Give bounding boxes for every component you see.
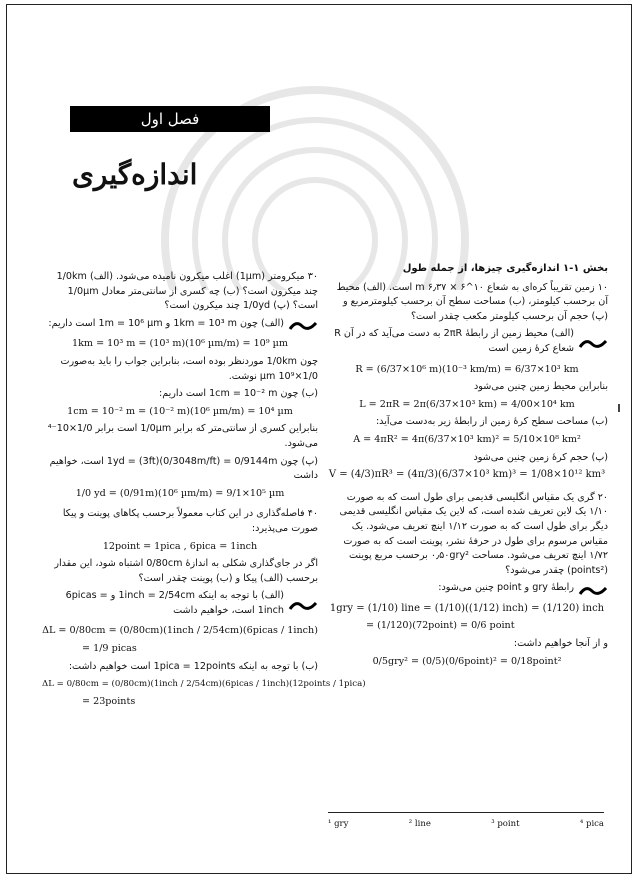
solution-row	[42, 317, 318, 335]
formula: = 1/9 picas	[82, 643, 137, 655]
formula: ΔL = 0/80cm = (0/80cm)(1inch / 2/54cm)(6picas / 1inch)	[42, 625, 318, 637]
problem-4-solution-a: (الف) با توجه به اینکه 1inch = 2/54cm و 6picas = 1inch است، خواهیم داشت	[65, 590, 284, 616]
solution-row	[326, 581, 608, 599]
footnote: ⁴ pica	[579, 819, 604, 829]
paragraph: و از آنجا خواهیم داشت:	[513, 638, 608, 650]
paragraph: (ب) مساحت سطح کرهٔ زمین از رابطهٔ زیر به‌دست می‌آید:	[375, 416, 608, 428]
paragraph: اگر در جای‌گذاری شکلی به اندازهٔ 0/80cm اشتباه شود، این مقدار برحسب (الف) پیکا و (ب) پوینت چقدر است؟	[54, 558, 318, 584]
paragraph: (ب) چون 1cm = 10⁻² m است داریم:	[158, 388, 318, 400]
paragraph: (ب) با توجه به اینکه 1pica = 12points است خواهیم داشت:	[68, 660, 318, 672]
formula: 12point = 1pica , 6pica = 1inch	[102, 540, 258, 552]
watermark-emblem	[150, 50, 480, 290]
formula: A = 4πR² = 4π(6/37×10³ km)² = 5/10×10⁸ km²	[353, 433, 581, 445]
margin-mark	[618, 404, 620, 412]
solution-icon	[288, 319, 318, 332]
solution-icon	[288, 599, 318, 612]
right-column	[326, 262, 608, 672]
chapter-title: اندازه‌گیری	[72, 158, 198, 191]
formula: 1km = 10³ m = (10³ m)(10⁶ µm/m) = 10⁹ µm	[72, 338, 288, 350]
paragraph: (پ) چون 1yd = (3ft)(0/3048m/ft) = 0/9144m است، خواهیم داشت	[49, 455, 318, 482]
problem-4-text: ۴۰ فاصله‌گذاری در این کتاب معمولاً برحسب پکاهای پوینت و پیکا صورت می‌پذیرد:	[62, 508, 318, 534]
formula: V = (4/3)πR³ = (4π/3)(6/37×10³ km)³ = 1/08×10¹² km³	[328, 469, 606, 481]
problem-3-text: ۳۰ میکرومتر (1µm) اغلب میکرون نامیده می‌شود. (الف) 1/0km چند میکرون است؟ (ب) چه کسری از سانتی‌متر معادل 1/0µm است؟ (پ) 1/0yd چند میکرون است؟	[56, 271, 318, 312]
paragraph: بنابراین محیط زمین چنین می‌شود	[473, 381, 608, 393]
solution-icon	[578, 337, 608, 350]
footnote: ³ point	[491, 819, 520, 829]
solution-row	[326, 327, 608, 359]
formula: R = (6/37×10⁶ m)(10⁻³ km/m) = 6/37×10³ km	[355, 363, 579, 375]
problem-1-text: ۱۰ زمین تقریباً کره‌ای به شعاع ۱۰^۶ × ۶٫۳۷ m است. (الف) محیط آن برحسب کیلومتر، (ب) مساحت سطح آن برحسب کیلومترمربع و (پ) حجم آن برحسب کیلومتر مکعب چقدر است؟	[336, 281, 608, 322]
solution-icon	[578, 584, 608, 597]
section-heading: بخش ۱-۱ اندازه‌گیری چیزها، از جمله طول	[402, 263, 608, 274]
formula: ΔL = 0/80cm = (0/80cm)(1inch / 2/54cm)(6picas / 1inch)(12points / 1pica)	[42, 679, 366, 690]
left-column	[42, 262, 366, 712]
formula: L = 2πR = 2π(6/37×10³ km) = 4/00×10⁴ km	[359, 398, 575, 410]
footnote: ¹ gry	[328, 819, 349, 829]
formula: 1cm = 10⁻² m = (10⁻² m)(10⁶ µm/m) = 10⁴ µm	[67, 405, 293, 417]
paragraph: چون 1/0km موردنظر بوده است، بنابراین جواب را باید به‌صورت 1/0×10⁹ µm نوشت.	[60, 355, 318, 382]
footnotes	[328, 812, 604, 829]
chapter-label: فصل اول	[70, 106, 270, 132]
formula: 0/5gry² = (0/5)(0/6point)² = 0/18point²	[372, 655, 562, 667]
formula: 1/0 yd = (0/91m)(10⁶ µm/m) = 9/1×10⁵ µm	[75, 487, 285, 499]
problem-3-solution-a: (الف) چون 1km = 10³ m و 1m = 10⁶ µm است داریم:	[48, 317, 284, 329]
problem-2-text: ۲۰ گری یک مقیاس انگلیسی قدیمی برای طول است که به صورت ۱/۱۰ یک لاین تعریف شده است، که لاین یک مقیاس انگلیسی قدیمی دیگر برای طول است که به صورت ۱/۱۲ اینچ تعریف می‌شود. یک مقیاس مرسوم برای طول در حرفهٔ نشر، پوینت است که به صورت ۱/۷۲ اینچ تعریف می‌شود. مساحت ۰٫۵۰gry² برحسب مربع پوینت (points²) چقدر می‌شود؟	[339, 491, 608, 576]
solution-row	[42, 589, 318, 621]
problem-2-solution: رابطهٔ gry و point چنین می‌شود:	[438, 582, 574, 594]
problem-1-solution-a: (الف) محیط زمین از رابطهٔ 2πR به دست می‌آید که در آن R شعاع کرهٔ زمین است	[334, 328, 574, 354]
paragraph: (پ) حجم کرهٔ زمین چنین می‌شود	[473, 451, 608, 463]
formula: = 23points	[82, 695, 136, 707]
paragraph: بنابراین کسری از سانتی‌متر که برابر 1/0µm است برابر 1/0×10⁻⁴ می‌شود.	[47, 423, 318, 449]
footnote: ² line	[408, 819, 431, 829]
formula: 1gry = (1/10) line = (1/10)((1/12) inch) = (1/120) inch	[329, 602, 605, 614]
formula: = (1/120)(72point) = 0/6 point	[366, 620, 515, 632]
